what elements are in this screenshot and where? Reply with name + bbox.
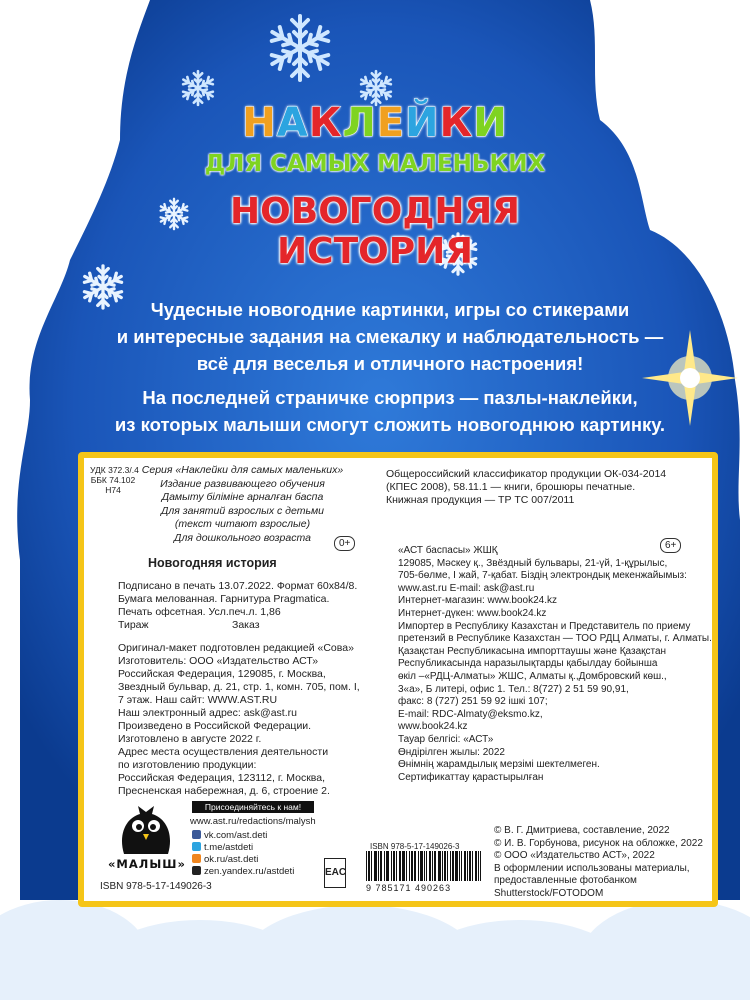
kz-line: «АСТ баспасы» ЖШҚ [398,545,498,556]
publisher-line: 7 этаж. Наш сайт: WWW.AST.RU [118,694,278,706]
kz-line: өкіл –«РДЦ-Алматы» ЖШС, Алматы қ.,Домбровский көш., [398,670,667,682]
barcode-bar [380,851,381,881]
barcode-bar [472,851,473,881]
tirazh-label: Тираж [118,619,149,631]
publisher-line: Адрес места осуществления деятельности [118,746,329,758]
zakaz-label: Заказ [232,619,260,631]
copyright-line: В оформлении использованы материалы, [494,862,690,874]
barcode-bar [391,851,392,881]
publisher-line: Оригинал-макет подготовлен редакцией «Сова» [118,642,354,654]
udk-line: Н74 [105,485,121,495]
classifier-line: Общероссийский классификатор продукции ОК-034-2014 [386,468,667,480]
print-line: Подписано в печать 13.07.2022. Формат 60x84/8. [118,580,358,592]
udk-codes [90,465,139,495]
publisher-line: Пресненская набережная, д. 6, строение 2. [118,785,330,797]
copyright-line: предоставленные фотобанком [494,875,637,886]
vk-icon [192,830,201,839]
barcode-bar [411,851,412,881]
series-line: Дамыту біліміне арналған баспа [161,491,324,503]
description-line: На последней страничке сюрприз — пазлы-наклейки, [142,387,638,408]
kz-line: 705-бөлме, I жай, 7-қабат. Біздің электрондық мекенжайымыз: [398,570,687,582]
barcode-isbn: ISBN 978-5-17-149026-3 [370,842,460,851]
series-line: (текст читают взрослые) [174,518,311,530]
kz-line: 129085, Мәскеу қ., Звёздный бульвары, 21-үй, 1-құрылыс, [398,557,668,569]
barcode-bar [424,851,425,881]
copyright-line: © И. В. Горбунова, рисунок на обложке, 2022 [494,837,703,849]
barcode-bar [402,851,403,881]
barcode-bar [400,851,401,881]
barcode-bar [470,851,471,881]
title-letter: И [473,100,508,146]
copyright-line: © ООО «Издательство АСТ», 2022 [494,850,655,861]
social-link-ok[interactable]: ok.ru/ast.deti [192,854,294,866]
title-letter: Н [242,100,277,146]
barcode-bar [461,851,462,881]
barcode-bar [480,851,481,881]
kazakhstan-info [398,545,712,784]
description-block-1 [80,296,700,377]
barcode-bar [421,851,422,881]
social-link-zen[interactable]: zen.yandex.ru/astdeti [192,866,294,878]
barcode-bar [374,851,375,881]
barcode-bar [442,851,443,881]
ok-icon [192,854,201,863]
barcode-bar [393,851,394,881]
kz-line: 3«а», Б литері, офис 1. Тел.: 8(727) 2 51 59 90,91, [398,683,629,695]
barcode-bar [478,851,479,881]
age-rating-badge: 0+ [334,536,355,551]
kz-line: Өнімнің жарамдылық мерзімі шектелмеген. [398,759,600,771]
barcode-bar [426,851,427,881]
kz-line: факс: 8 (727) 251 59 92 ішкі 107; [398,696,548,708]
barcode-bar [369,851,370,881]
barcode-bar [412,851,413,881]
barcode-digits: 9 785171 490263 [366,883,452,893]
udk-line: УДК 372.3/.4 [90,465,139,475]
barcode-bar [394,851,395,881]
copyright-line: Shutterstock/FOTODOM [494,887,604,899]
barcode-bar [440,851,441,881]
barcode-bar [387,851,388,881]
publisher-line: Произведено в Российской Федерации. [118,720,312,732]
age-rating-badge: 6+ [660,538,681,553]
barcode-bar [457,851,458,881]
barcode-bar [459,851,460,881]
barcode-bar [453,851,454,881]
barcode-bar [371,851,372,881]
print-line: Бумага мелованная. Гарнитура Pragmatica. [118,593,330,605]
barcode-bar [396,851,397,881]
barcode-bar [429,851,430,881]
barcode-bar [475,851,476,881]
print-info [118,580,357,619]
udk-line: ББК 74.102 [90,475,136,485]
snow-ground [0,900,750,1000]
barcode-bar [406,851,407,881]
barcode-bar [476,851,477,881]
series-line: Серия «Наклейки для самых маленьких» [141,464,344,476]
copyright-line: © В. Г. Дмитриева, составление, 2022 [494,825,670,836]
classifier-line: Книжная продукция — ТР ТС 007/2011 [386,494,575,506]
barcode-bar [404,851,405,881]
barcode-bar [415,851,416,881]
barcode-bar [438,851,439,881]
barcode-bar [456,851,457,881]
publisher-line: по изготовлению продукции: [118,759,257,771]
publisher-line: Наш электронный адрес: ask@ast.ru [118,707,297,719]
classifier-info [386,468,666,507]
title-letter: К [439,100,474,146]
kz-line: Сертификаттау қарастырылған [398,771,544,783]
social-links [192,830,294,878]
barcode-bar [384,851,385,881]
eac-mark: EAC [324,858,346,888]
barcode-bar [450,851,451,881]
series-line: Издание развивающего обучения [160,477,325,490]
isbn-text: ISBN 978-5-17-149026-3 [100,881,212,892]
barcode-bar [414,851,415,881]
series-subtitle: ДЛЯ САМЫХ МАЛЕНЬКИХ [204,151,546,177]
barcode-bar [452,851,453,881]
barcode-bar [366,851,367,881]
barcode-bar [464,851,465,881]
publisher-line: Изготовлено в августе 2022 г. [118,733,262,745]
book-name: Новогодняя история [148,556,277,570]
barcode-bar [465,851,466,881]
title-letter: А [276,100,309,146]
series-info [140,464,345,545]
classifier-line: (КПЕС 2008), 58.11.1 — книги, брошюры печатные. [386,481,636,493]
kz-line: претензий в Республике Казахстан — ТОО РДЦ Алматы, г. Алматы. [398,633,712,645]
barcode-bar [422,851,423,881]
publisher-line: Изготовитель: ООО «Издательство АСТ» [118,655,319,667]
owl-logo-icon [112,804,180,856]
title-letter: К [308,100,343,146]
barcode-bar [430,851,431,881]
barcode-bar [399,851,400,881]
join-url[interactable]: www.ast.ru/redactions/malysh [190,816,316,827]
publisher-info [118,642,360,798]
snowflake-icon [262,10,338,86]
barcode-bar [418,851,419,881]
kz-line: www.book24.kz [398,721,468,733]
kz-line: Тауар белгісі: «АСТ» [398,733,494,745]
barcode-bar [447,851,448,881]
kz-line: Интернет-магазин: www.book24.kz [398,595,558,607]
title-letter: Й [405,100,440,146]
kz-line: Қазақстан Республикасына импорттаушы және Қазақстан [398,645,667,657]
barcode-bar [381,851,382,881]
publisher-line: Российская Федерация, 129085, г. Москва, [118,668,326,680]
barcode-bar [409,851,410,881]
publisher-line: Российская Федерация, 123112, г. Москва, [118,772,326,784]
description-block-2 [80,384,700,438]
copyright-info [494,825,703,900]
title-letter: Е [376,100,406,146]
barcode-bar [388,851,389,881]
description-line: и интересные задания на смекалку и наблюдательность — [116,326,664,347]
kz-line: E-mail: RDC-Almaty@eksmo.kz, [398,708,543,720]
barcode-bar [378,851,379,881]
book-title-line2: ИСТОРИЯ [277,231,473,272]
kz-line: Интернет-дүкен: www.book24.kz [398,607,547,619]
barcode-bar [368,851,369,881]
barcode-bar [420,851,421,881]
social-link-telegram[interactable]: t.me/astdeti [192,842,294,854]
kz-line: Өндірілген жылы: 2022 [398,746,505,758]
kz-line: www.ast.ru E-mail: ask@ast.ru [398,582,535,594]
barcode-bar [444,851,445,881]
social-link-vk[interactable]: vk.com/ast.deti [192,830,294,842]
barcode-icon [366,851,484,881]
print-line: Печать офсетная. Усл.печ.л. 1,86 [118,606,281,618]
barcode-bar [432,851,433,881]
barcode-bar [469,851,470,881]
barcode-bar [403,851,404,881]
publisher-line: Звездный бульвар, д. 21, стр. 1, комн. 705, пом. I, [118,681,360,693]
title-letter: Л [342,100,377,146]
barcode-bar [376,851,377,881]
barcode-bar [439,851,440,881]
barcode-bar [455,851,456,881]
barcode-bar [445,851,446,881]
barcode-bar [375,851,376,881]
barcode-bar [434,851,435,881]
kz-line: Импортер в Республику Казахстан и Представитель по приему [398,620,691,632]
join-us-banner: Присоединяйтесь к нам! [192,801,314,813]
description-line: всё для веселья и отличного настроения! [196,353,584,374]
barcode-bar [435,851,436,881]
book-title-line1: НОВОГОДНЯЯ [230,191,520,232]
series-title [0,100,750,146]
description-line: Чудесные новогодние картинки, игры со стикерами [150,299,630,320]
barcode-bar [467,851,468,881]
telegram-icon [192,842,201,851]
brand-logo: «МАЛЫШ» [108,857,186,871]
zen-icon [192,866,201,875]
series-line: Для дошкольного возраста [174,531,311,544]
kz-line: Республикасында наразылықтарды қабылдау бойынша [398,658,658,670]
series-line: Для занятий взрослых с детьми [160,504,325,517]
description-line: из которых малыши смогут сложить новогоднюю картинку. [114,414,666,435]
barcode-bar [386,851,387,881]
